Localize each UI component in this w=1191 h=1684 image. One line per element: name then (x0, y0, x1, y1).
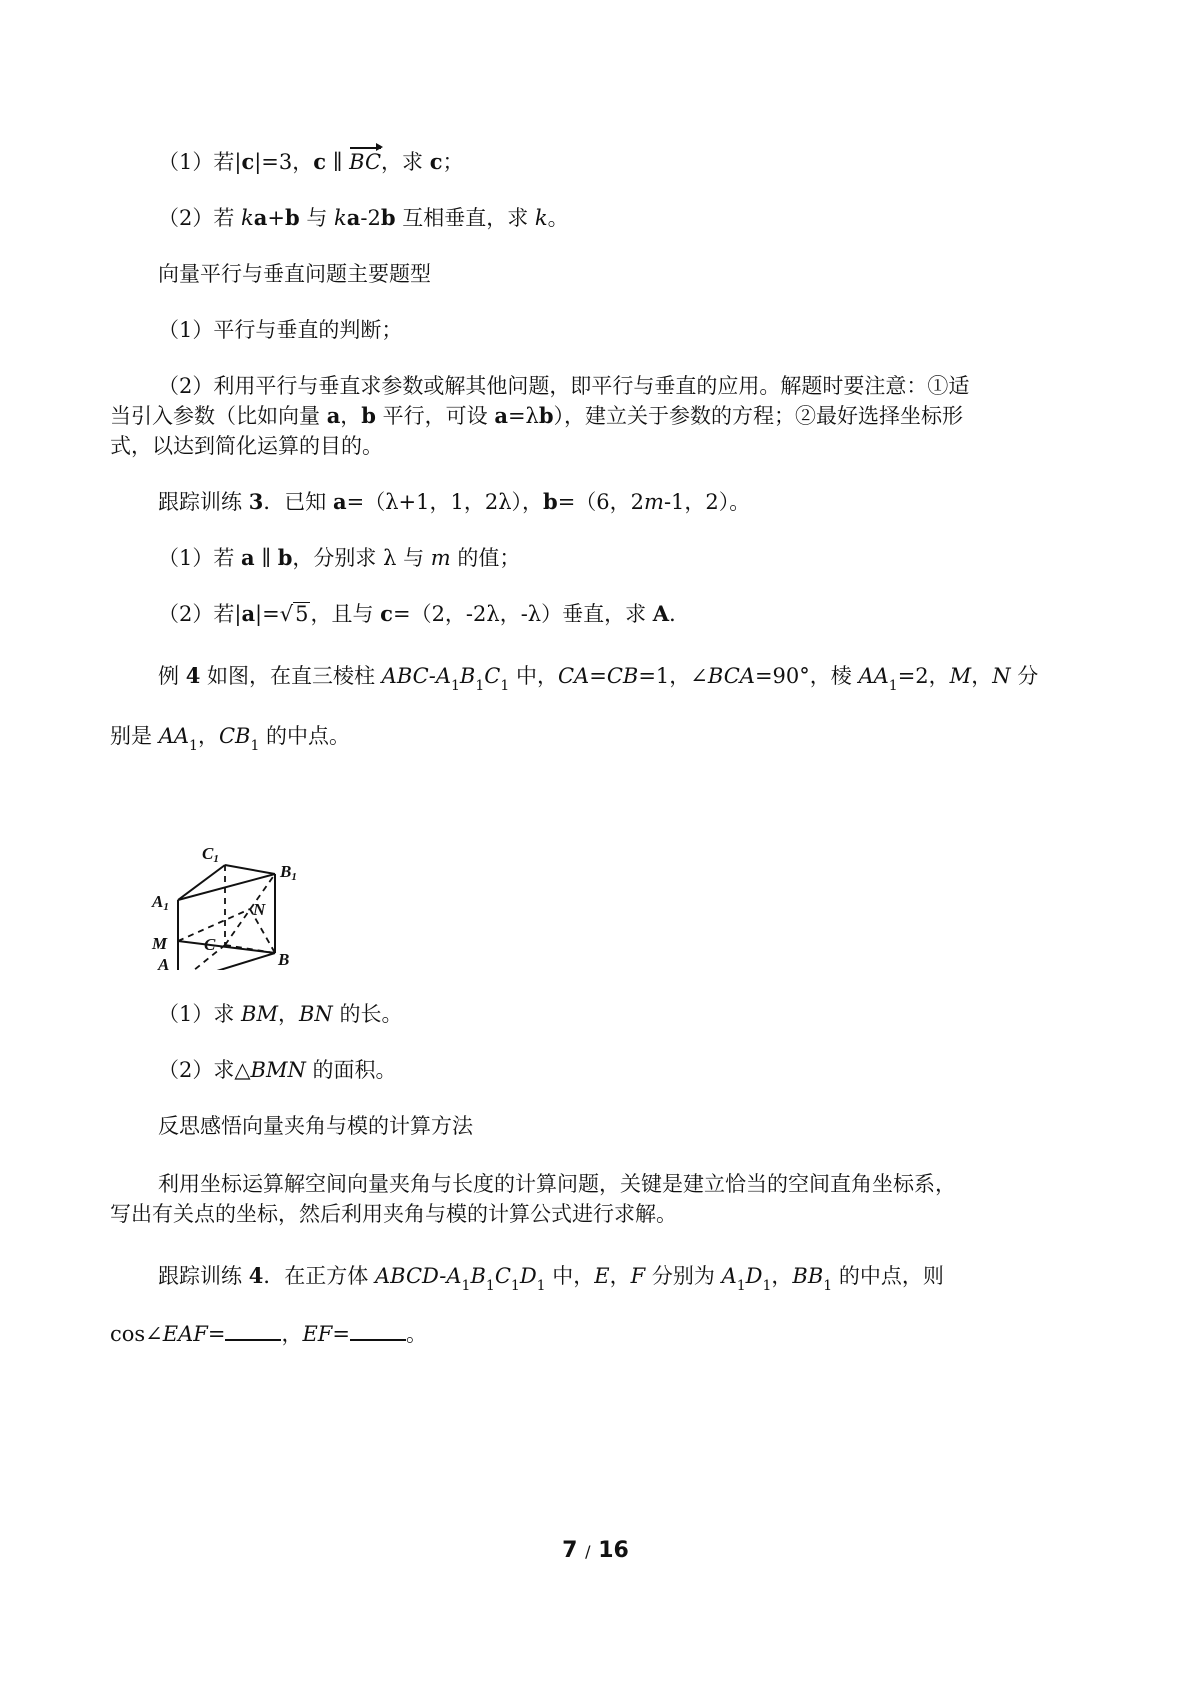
sqrt-5: √5 (279, 602, 309, 626)
example-4-line-2: 别是 $AA_1$，$CB_1$ 的中点。 (110, 724, 351, 754)
edge-c1b1 (225, 865, 275, 874)
training-3: 跟踪训练 3．已知 a=（λ+1，1，2λ），b=（6，2m-1，2）。 (158, 489, 751, 514)
answer-blank-ef[interactable] (350, 1319, 406, 1341)
heading-reflect: 反思感悟向量夹角与模的计算方法 (158, 1114, 473, 1138)
vector-bc: BC (349, 146, 381, 178)
label-a1: A1 (152, 892, 169, 913)
edge-a1c1 (178, 865, 225, 900)
label-c1: C1 (202, 845, 219, 865)
edge-ac (178, 945, 225, 970)
label-b: B (278, 950, 290, 969)
type-2-line-1: （2）利用平行与垂直求参数或解其他问题，即平行与垂直的应用。解题时要注意：①适 (158, 374, 970, 398)
label-m: M (152, 934, 168, 953)
training-4-line-1: 跟踪训练 4．在正方体 ABCD-$A_1B_1C_1D_1$ 中，E，F 分别为 $A_1D_1$，$BB_1$ 的中点，则 (158, 1263, 944, 1294)
answer-blank-cos[interactable] (225, 1319, 281, 1341)
page-number: 7 / 16 (562, 1538, 629, 1563)
training-4-line-2: cos∠EAF= ，EF= 。 (110, 1318, 427, 1350)
type-2-line-3: 式，以达到简化运算的目的。 (110, 434, 383, 458)
reflect-line-1: 利用坐标运算解空间向量夹角与长度的计算问题，关键是建立恰当的空间直角坐标系， (158, 1172, 956, 1196)
heading-parallel: 向量平行与垂直问题主要题型 (158, 262, 431, 286)
training-3-q1: （1）若 a ∥ b，分别求 λ 与 m 的值； (158, 545, 521, 570)
question-1: （1）若|c|=3，c ∥ BC，求 c； (158, 146, 464, 178)
training-3-q2: （2）若|a|=√5，且与 c=（2，-2λ，-λ）垂直，求 A． (158, 598, 690, 630)
example-4-q2: （2）求△BMN 的面积。 (158, 1058, 397, 1082)
label-n: N (253, 900, 266, 919)
type-1: （1）平行与垂直的判断； (158, 318, 403, 342)
label-c: C (204, 935, 216, 954)
example-4-q1: （1）求 BM，BN 的长。 (158, 1002, 403, 1026)
prism-figure (150, 845, 330, 970)
label-a: A (158, 955, 170, 970)
reflect-line-2: 写出有关点的坐标，然后利用夹角与模的计算公式进行求解。 (110, 1202, 677, 1226)
edge-ab (178, 953, 275, 970)
example-4-line-1: 例 4 如图，在直三棱柱 ABC-$A_1B_1C_1$ 中，CA=CB=1，∠BCA=90°，棱 $AA_1=2$，M，N 分 (158, 663, 1039, 694)
type-2-line-2: 当引入参数（比如向量 a，b 平行，可设 a=λb），建立关于参数的方程；②最好选择坐标形 (110, 403, 964, 428)
question-2: （2）若 ka+b 与 ka-2b 互相垂直，求 k。 (158, 205, 569, 230)
label-b1: B1 (280, 862, 297, 883)
